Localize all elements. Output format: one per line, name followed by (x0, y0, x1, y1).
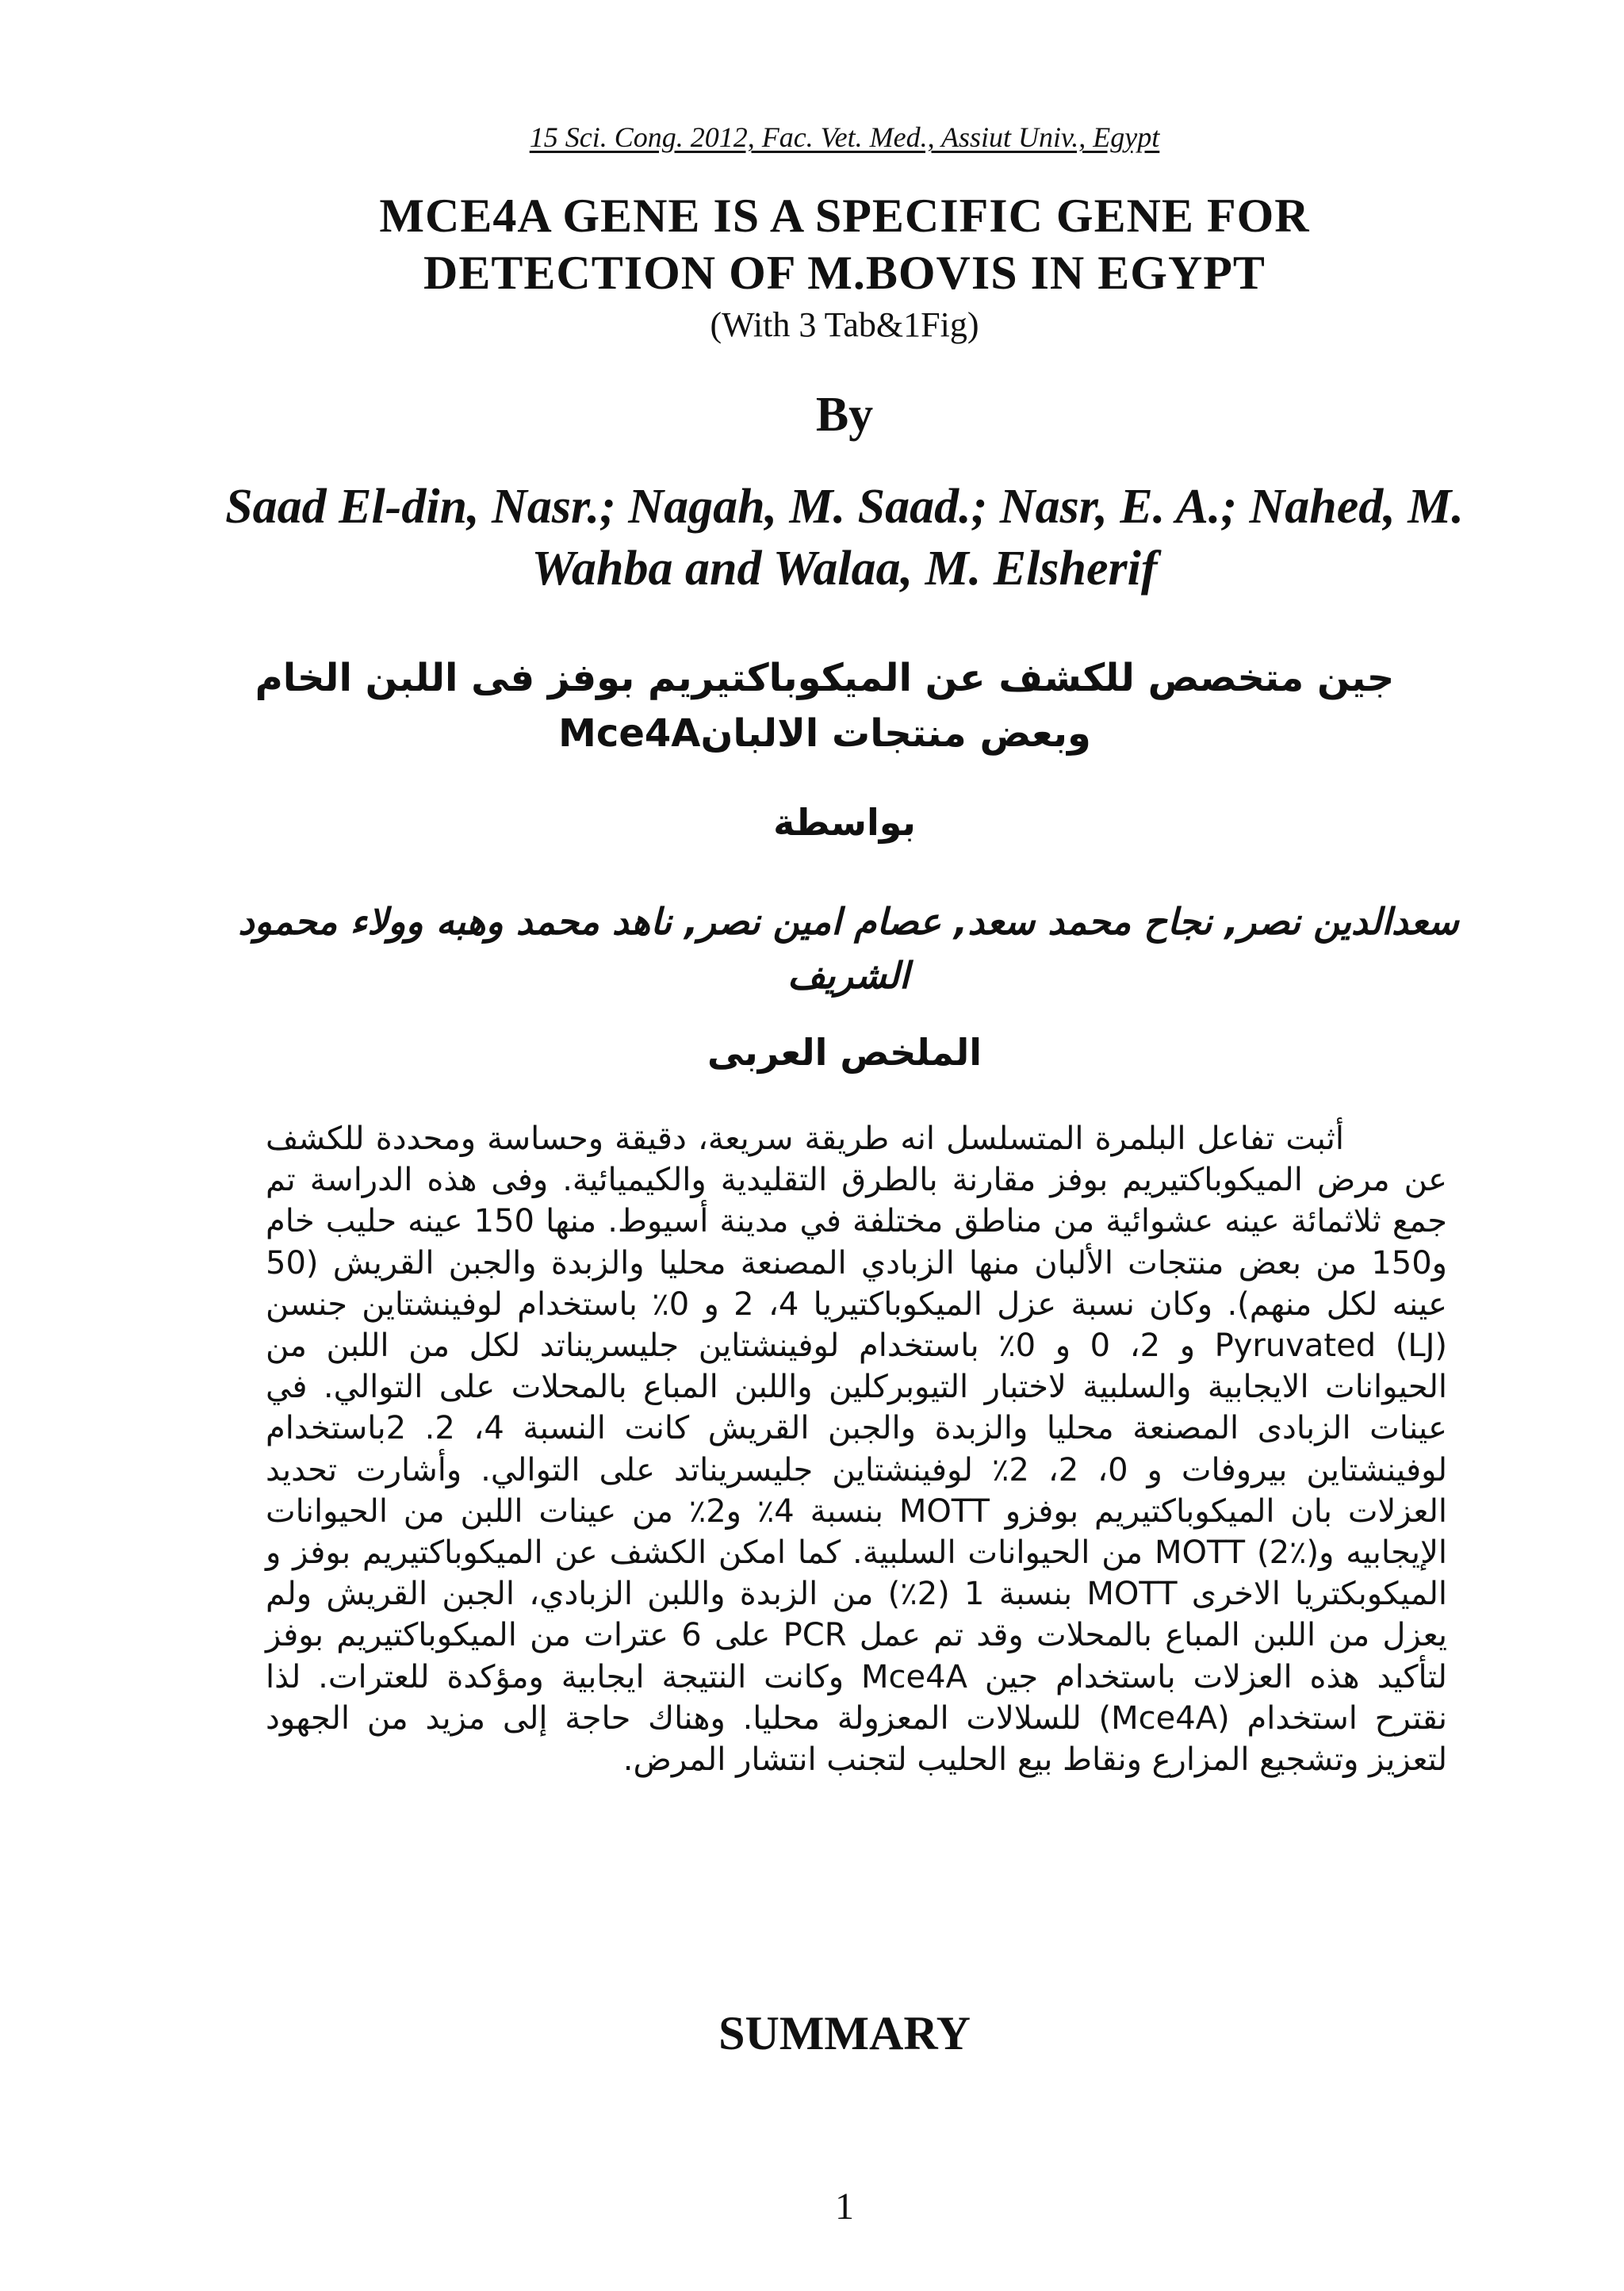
running-header: 15 Sci. Cong. 2012, Fac. Vet. Med., Assiut Univ., Egypt (529, 121, 1160, 153)
arabic-title: جين متخصص للكشف عن الميكوباكتيريم بوفز فى اللبن الخام وبعض منتجات الالبانMce4A (255, 656, 1395, 756)
arabic-author-list: سعدالدين نصر, نجاح محمد سعد, عصام امين نصر, ناهد محمد وهبه وولاء محمود الشريف (238, 900, 1459, 997)
arabic-by-label: بواسطة (773, 801, 916, 844)
arabic-abstract-heading: الملخص العربى (707, 1031, 982, 1074)
by-label: By (815, 388, 874, 442)
page-number: 1 (835, 2186, 854, 2228)
author-list: Saad El-din, Nasr.; Nagah, M. Saad.; Nasr, E. A.; Nahed, M. Wahba and Walaa, M. Elsherif (225, 480, 1464, 596)
title-line-1: MCE4A GENE IS A SPECIFIC GENE FOR (379, 190, 1310, 242)
title-subtitle: (With 3 Tab&1Fig) (710, 305, 979, 344)
summary-heading: SUMMARY (718, 2007, 971, 2059)
arabic-abstract-body: أثبت تفاعل البلمرة المتسلسل انه طريقة سريعة، دقيقة وحساسة ومحددة للكشف عن مرض الميكوباكتيريم بوفز مقارنة بالطرق التقليدية والكيميائية. وفى هذه الدراسة تم جمع ثلاثمائة عينه عشوائية من مناطق مختلفة في مدينة أسيوط. منها 150 عينه حليب خام و150 من بعض منتجات الألبان منها الزبادي المصنعة محليا والزبدة والجبن القريش (50 عينه لكل منهم). وكان نسبة عزل الميكوباكتيريا 4، 2 و 0٪ باستخدام لوفينشتاين جنسن (LJ) Pyruvated و 2، 0 و 0٪ باستخدام لوفينشتاين جليسريناتد لكل من اللبن من الحيوانات الايجابية والسلبية لاختبار التيوبركلين واللبن المباع بالمحلات على التوالي. في عينات الزبادى المصنعة محليا والزبدة والجبن القريش كانت النسبة 4، 2. 2باستخدام لوفينشتاين بيروفات و 0، 2، 2٪ لوفينشتاين جليسريناتد على التوالي. وأشارت تحديد العزلات بان الميكوباكتيريم بوفزو MOTT بنسبة 4٪ و2٪ من عينات اللبن من الحيوانات الإيجابيه وMOTT (2٪) من الحيوانات السلبية. كما امكن الكشف عن الميكوباكتيريم بوفز و الميكوبكتريا الاخرى MOTT بنسبة 1 (2٪) من الزبدة واللبن الزبادي، الجبن القريش ولم يعزل من اللبن المباع بالمحلات وقد تم عمل PCR على 6 عترات من الميكوباكتيريم بوفز لتأكيد هذه العزلات باستخدام جين Mce4A وكانت النتيجة ايجابية ومؤكدة للعترات. لذا نقترح استخدام (Mce4A) للسلالات المعزولة محليا. وهناك حاجة إلى مزيد من الجهود لتعزيز وتشجيع المزارع ونقاط بيع الحليب لتجنب انتشار المرض. (266, 1121, 1448, 1779)
title-line-2: DETECTION OF M.BOVIS IN EGYPT (423, 247, 1266, 299)
paper-title (0, 187, 1624, 349)
